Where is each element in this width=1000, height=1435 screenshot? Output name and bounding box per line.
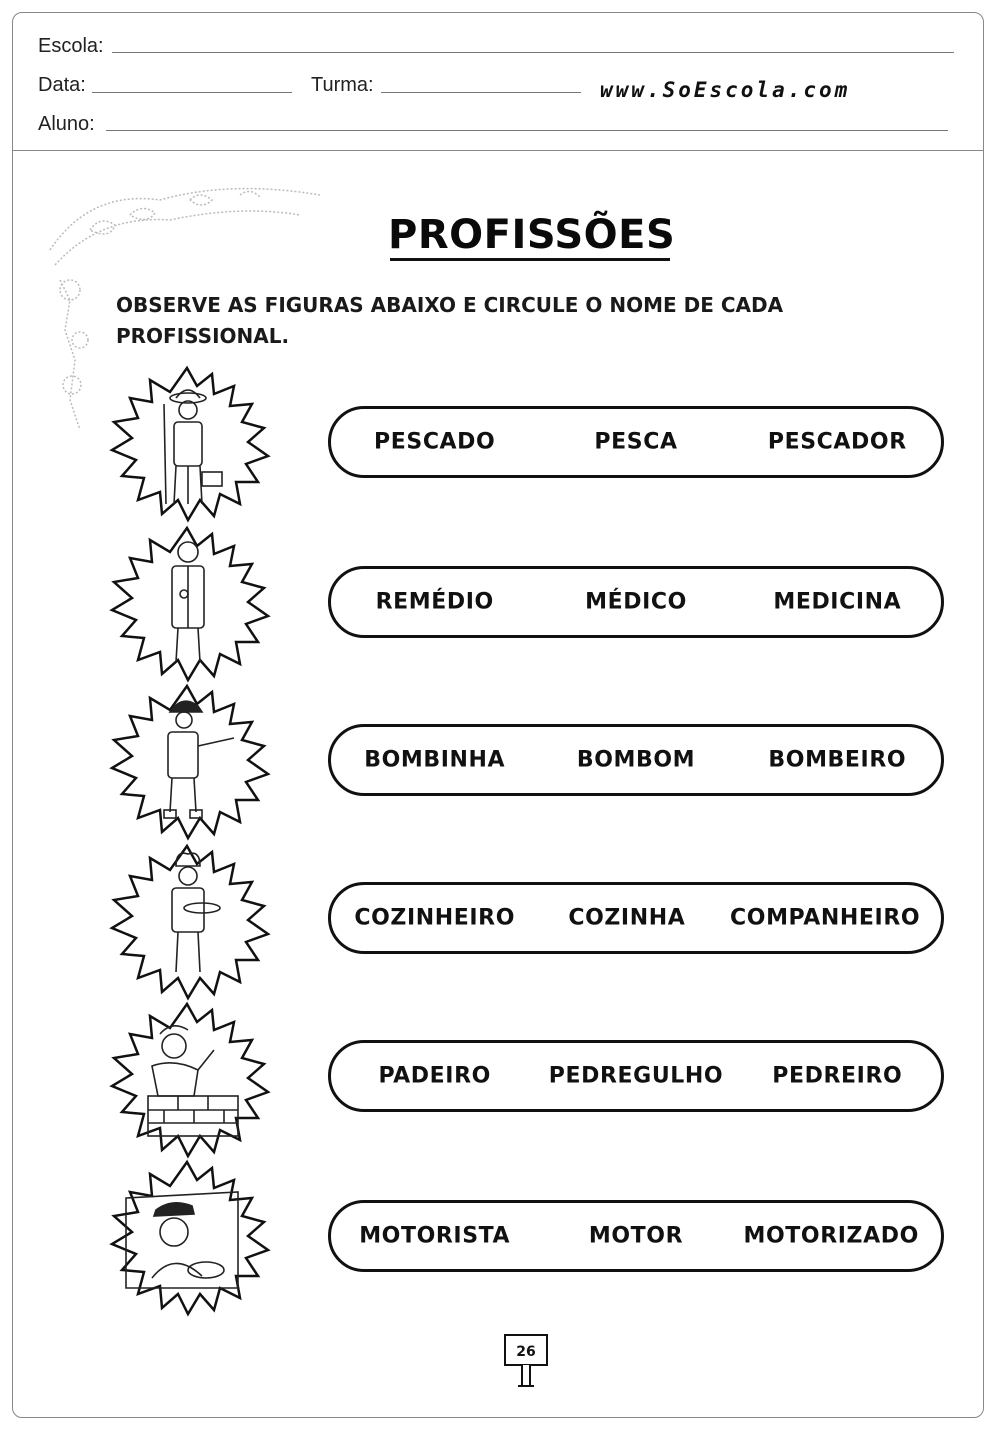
doctor-icon — [102, 524, 272, 684]
options-row-4 — [328, 882, 944, 954]
options-row-3 — [328, 724, 944, 796]
option-pescado[interactable]: PESCADO — [374, 429, 496, 455]
firefighter-icon — [102, 682, 272, 842]
title-underline — [390, 258, 670, 261]
option-medico[interactable]: MÉDICO — [585, 589, 687, 615]
cook-icon — [102, 842, 272, 1002]
header-divider — [12, 150, 984, 151]
option-pescador[interactable]: PESCADOR — [767, 429, 907, 455]
option-medicina[interactable]: MEDICINA — [773, 589, 902, 615]
option-motor[interactable]: MOTOR — [588, 1223, 684, 1249]
options-row-2 — [328, 566, 944, 638]
instructions: OBSERVE AS FIGURAS ABAIXO E CIRCULE O NOME DE CADA PROFISSIONAL. — [116, 293, 784, 348]
option-bombom[interactable]: BOMBOM — [576, 747, 696, 773]
fisherman-icon — [102, 364, 272, 524]
page-title: PROFISSÕES — [388, 212, 676, 258]
page-number: 26 — [516, 1344, 536, 1360]
student-label: Aluno: — [38, 113, 95, 135]
options-row-5 — [328, 1040, 944, 1112]
option-bombeiro[interactable]: BOMBEIRO — [768, 747, 907, 773]
option-motorista[interactable]: MOTORISTA — [359, 1223, 511, 1249]
option-motorizado[interactable]: MOTORIZADO — [743, 1223, 919, 1249]
option-cozinheiro[interactable]: COZINHEIRO — [354, 905, 516, 931]
driver-icon — [102, 1158, 272, 1318]
class-field[interactable] — [381, 92, 581, 93]
option-pedreiro[interactable]: PEDREIRO — [772, 1063, 903, 1089]
date-label: Data: — [38, 74, 86, 96]
option-bombinha[interactable]: BOMBINHA — [364, 747, 506, 773]
school-label: Escola: — [38, 35, 104, 57]
option-pesca[interactable]: PESCA — [594, 429, 678, 455]
option-pedregulho[interactable]: PEDREGULHO — [548, 1063, 724, 1089]
date-field[interactable] — [92, 92, 292, 93]
options-row-1 — [328, 406, 944, 478]
student-field[interactable] — [106, 130, 948, 131]
option-cozinha[interactable]: COZINHA — [568, 905, 686, 931]
bricklayer-icon — [102, 1000, 272, 1160]
school-field[interactable] — [112, 52, 954, 53]
class-label: Turma: — [311, 74, 374, 96]
option-remedio[interactable]: REMÉDIO — [375, 589, 494, 615]
option-companheiro[interactable]: COMPANHEIRO — [730, 905, 921, 931]
site-watermark: www.SoEscola.com — [600, 78, 851, 102]
page-number-sign — [500, 1330, 552, 1392]
option-padeiro[interactable]: PADEIRO — [378, 1063, 491, 1089]
options-row-6 — [328, 1200, 944, 1272]
